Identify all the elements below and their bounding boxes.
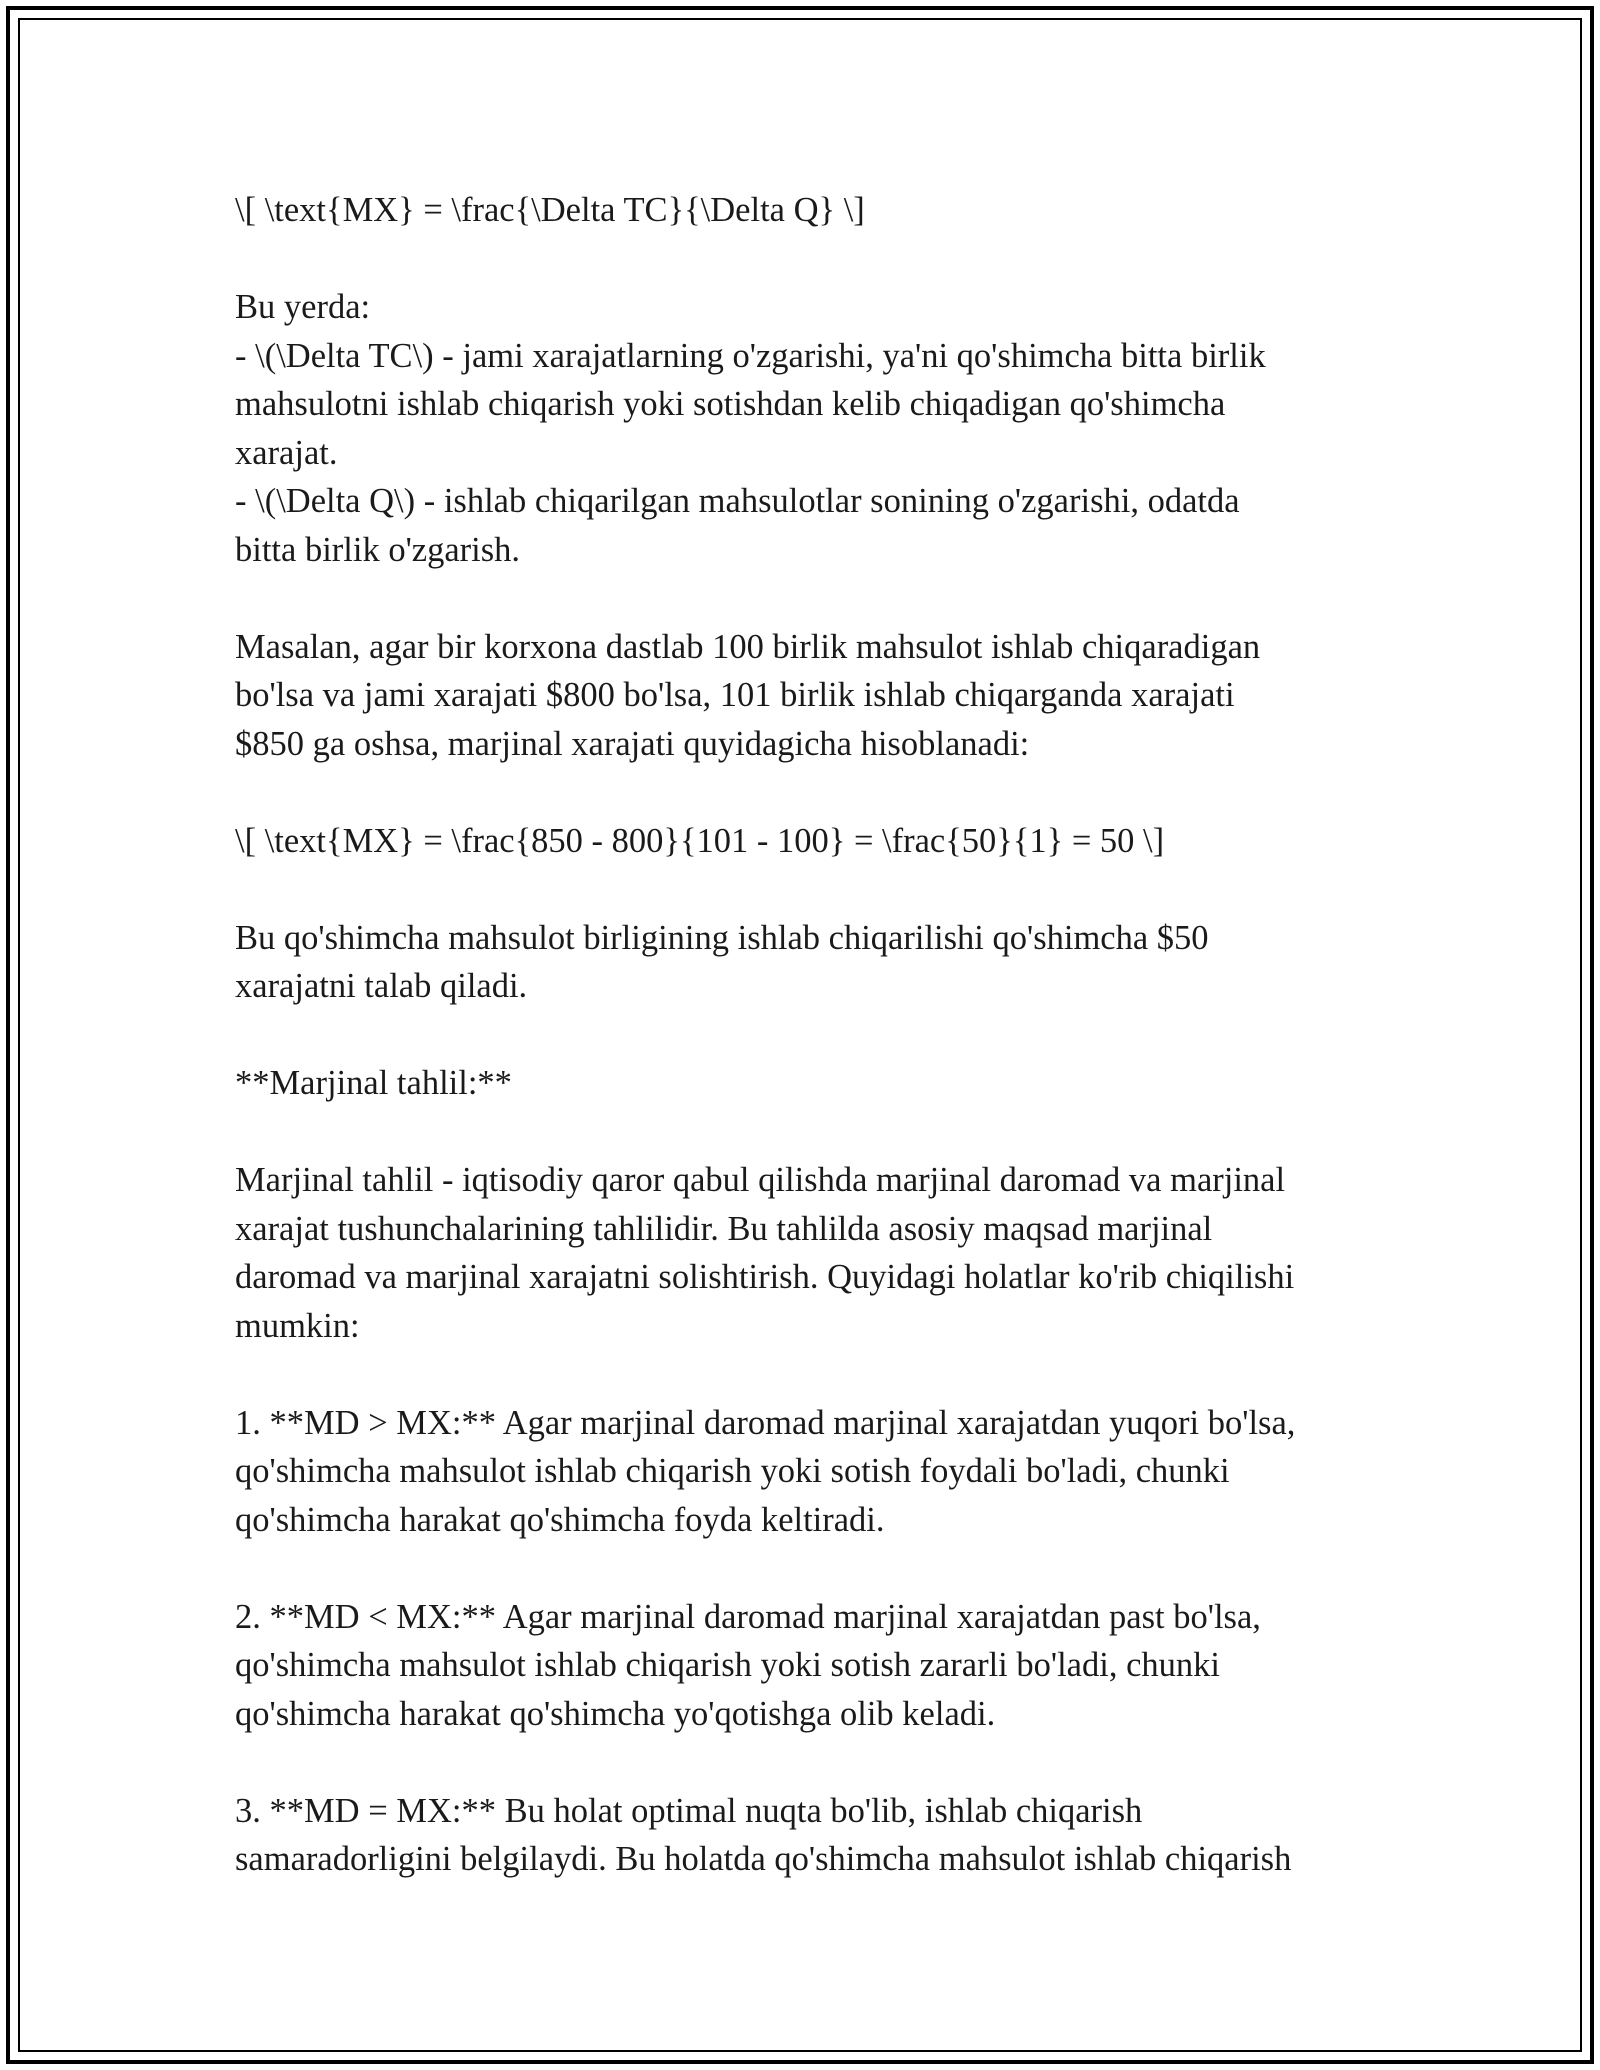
section-heading [235,1059,1375,1108]
text-line: bo'lsa va jami xarajati $800 bo'lsa, 101 birlik ishlab chiqarganda xarajati [235,676,1235,714]
text-line: samaradorligini belgilaydi. Bu holatda qo'shimcha mahsulot ishlab chiqarish [235,1840,1292,1878]
list-item-3 [235,1787,1375,1884]
text-line: Marjinal tahlil - iqtisodiy qaror qabul qilishda marjinal daromad va marjinal [235,1161,1286,1199]
text-line: **Marjinal tahlil:** [235,1064,512,1102]
text-line: qo'shimcha mahsulot ishlab chiqarish yoki sotish foydali bo'ladi, chunki [235,1452,1230,1490]
conclusion-paragraph [235,914,1375,1011]
text-line: 3. **MD = MX:** Bu holat optimal nuqta bo'lib, ishlab chiqarish [235,1791,1143,1830]
text-line: daromad va marjinal xarajatni solishtirish. Quyidagi holatlar ko'rib chiqilishi [235,1258,1295,1296]
text-line: qo'shimcha mahsulot ishlab chiqarish yoki sotish zararli bo'ladi, chunki [235,1646,1220,1684]
text-line: Bu qo'shimcha mahsulot birligining ishlab chiqarilishi qo'shimcha $50 [235,918,1209,957]
formula-paragraph [235,186,1375,235]
text-line: Masalan, agar bir korxona dastlab 100 birlik mahsulot ishlab chiqaradigan [235,627,1261,666]
document-body [235,186,1375,1932]
text-line: \[ \text{MX} = \frac{850 - 800}{101 - 100} = \frac{50}{1} = 50 \] [235,821,1165,860]
text-line: qo'shimcha harakat qo'shimcha foyda keltiradi. [235,1500,885,1539]
text-line: bitta birlik o'zgarish. [235,530,521,569]
text-line: \[ \text{MX} = \frac{\Delta TC}{\Delta Q} \] [235,191,865,229]
analysis-paragraph [235,1156,1375,1350]
text-line: - \(\Delta Q\) - ishlab chiqarilgan mahsulotlar sonining o'zgarishi, odatda [235,482,1240,520]
list-item-2 [235,1593,1375,1739]
text-line: $850 ga oshsa, marjinal xarajati quyidagicha hisoblanadi: [235,724,1030,763]
formula-example-paragraph [235,817,1375,866]
text-line: xarajat. [235,433,338,472]
text-line: qo'shimcha harakat qo'shimcha yo'qotishga olib keladi. [235,1694,996,1733]
text-line: Bu yerda: [235,288,371,326]
text-line: 1. **MD > MX:** Agar marjinal daromad marjinal xarajatdan yuqori bo'lsa, [235,1403,1296,1442]
text-line: xarajatni talab qiladi. [235,967,528,1005]
definitions-paragraph [235,283,1375,574]
list-item-1 [235,1399,1375,1545]
text-line: xarajat tushunchalarining tahlilidir. Bu tahlilda asosiy maqsad marjinal [235,1209,1213,1248]
text-line: - \(\Delta TC\) - jami xarajatlarning o'zgarishi, ya'ni qo'shimcha bitta birlik [235,336,1266,375]
text-line: mumkin: [235,1306,360,1345]
example-paragraph [235,623,1375,769]
text-line: 2. **MD < MX:** Agar marjinal daromad marjinal xarajatdan past bo'lsa, [235,1597,1261,1636]
text-line: mahsulotni ishlab chiqarish yoki sotishdan kelib chiqadigan qo'shimcha [235,385,1226,423]
